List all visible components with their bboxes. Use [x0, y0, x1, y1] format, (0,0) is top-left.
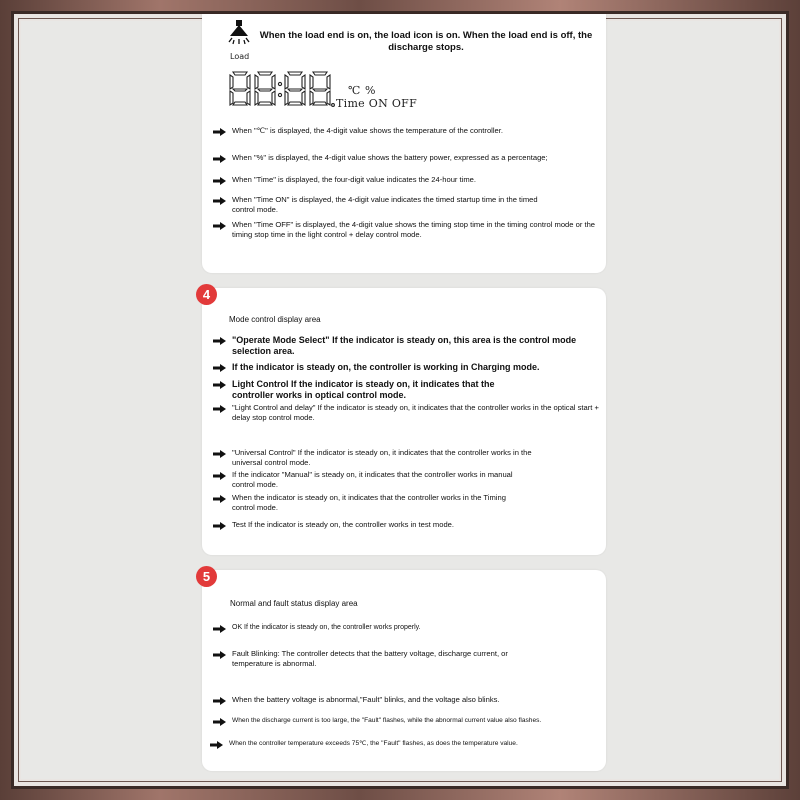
- list-item: [213, 493, 513, 513]
- bullet-text: When the discharge current is too large, the "Fault" flashes, while the abnormal current value also flashes.: [232, 717, 542, 724]
- arrow-icon: [213, 522, 226, 530]
- list-item: [213, 153, 598, 163]
- list-item: [213, 379, 518, 401]
- section-number-badge: 5: [196, 566, 217, 587]
- list-item: [213, 126, 598, 136]
- arrow-icon: [213, 381, 226, 389]
- bullet-text: OK If the indicator is steady on, the controller works properly.: [232, 624, 421, 631]
- celsius-unit: ℃: [348, 84, 361, 97]
- bullet-text: If the indicator is steady on, the controller is working in Charging mode.: [232, 362, 540, 372]
- bullet-text: When "%" is displayed, the 4-digit value shows the battery power, expressed as a percentage;: [232, 153, 548, 162]
- arrow-icon: [213, 155, 226, 163]
- seven-segment-display: [228, 70, 336, 108]
- arrow-icon: [213, 495, 226, 503]
- list-item: [213, 448, 533, 468]
- arrow-icon: [210, 741, 223, 749]
- list-item: [213, 403, 603, 423]
- bullet-text: When "Time OFF" is displayed, the 4-digit value shows the timing stop time in the timing control mode or the timing stop time in the light control + delay control mode.: [232, 220, 596, 239]
- bullet-text: If the indicator "Manual" is steady on, it indicates that the controller works in manual control mode.: [232, 470, 513, 489]
- bullet-text: Light Control If the indicator is steady on, it indicates that the controller works in optical control mode.: [232, 379, 495, 400]
- bullet-text: When "Time ON" is displayed, the 4-digit value indicates the timed startup time in the timed control mode.: [232, 195, 538, 214]
- bullet-text: When "Time" is displayed, the four-digit value indicates the 24-hour time.: [232, 175, 477, 184]
- arrow-icon: [213, 450, 226, 458]
- arrow-icon: [213, 128, 226, 136]
- list-item: [213, 335, 593, 357]
- list-item: [210, 739, 603, 749]
- section-heading: Mode control display area: [229, 315, 321, 324]
- section-number-badge: 4: [196, 284, 217, 305]
- list-item: [213, 520, 593, 530]
- arrow-icon: [213, 177, 226, 185]
- list-item: [213, 623, 593, 633]
- bullet-text: Fault Blinking: The controller detects that the battery voltage, discharge current, or temperature is abnormal.: [232, 649, 508, 668]
- bullet-text: "Light Control and delay" If the indicator is steady on, it indicates that the controller works in the optical start + delay stop control mode.: [232, 403, 599, 422]
- bullet-text: "Universal Control" If the indicator is steady on, it indicates that the controller works in the universal control mode.: [232, 448, 532, 467]
- bullet-text: Test If the indicator is steady on, the controller works in test mode.: [232, 520, 455, 529]
- list-item: [213, 695, 598, 705]
- arrow-icon: [213, 364, 226, 372]
- load-label: Load: [230, 52, 250, 61]
- list-item: [213, 649, 523, 669]
- time-on-off-unit: Time ON OFF: [336, 97, 418, 110]
- list-item: [213, 716, 603, 726]
- arrow-icon: [213, 625, 226, 633]
- percent-unit: %: [365, 84, 376, 97]
- bullet-text: When the controller temperature exceeds 75℃, the "Fault" flashes, as does the temperature value.: [229, 740, 518, 747]
- arrow-icon: [213, 337, 226, 345]
- arrow-icon: [213, 718, 226, 726]
- bullet-text: "Operate Mode Select" If the indicator is steady on, this area is the control mode selection area.: [232, 335, 577, 356]
- bullet-text: When the battery voltage is abnormal,"Fault" blinks, and the voltage also blinks.: [232, 695, 500, 704]
- arrow-icon: [213, 651, 226, 659]
- section-heading: Normal and fault status display area: [230, 599, 358, 608]
- list-item: [213, 175, 598, 185]
- arrow-icon: [213, 405, 226, 413]
- list-item: [213, 362, 593, 373]
- bullet-text: When the indicator is steady on, it indicates that the controller works in the Timing control mode.: [232, 493, 506, 512]
- list-item: [213, 220, 601, 240]
- bullet-text: When "℃" is displayed, the 4-digit value shows the temperature of the controller.: [232, 126, 503, 135]
- arrow-icon: [213, 472, 226, 480]
- arrow-icon: [213, 222, 226, 230]
- arrow-icon: [213, 197, 226, 205]
- list-item: [213, 470, 533, 490]
- load-note: When the load end is on, the load icon is on. When the load end is off, the discharge stops.: [259, 30, 593, 53]
- list-item: [213, 195, 558, 215]
- arrow-icon: [213, 697, 226, 705]
